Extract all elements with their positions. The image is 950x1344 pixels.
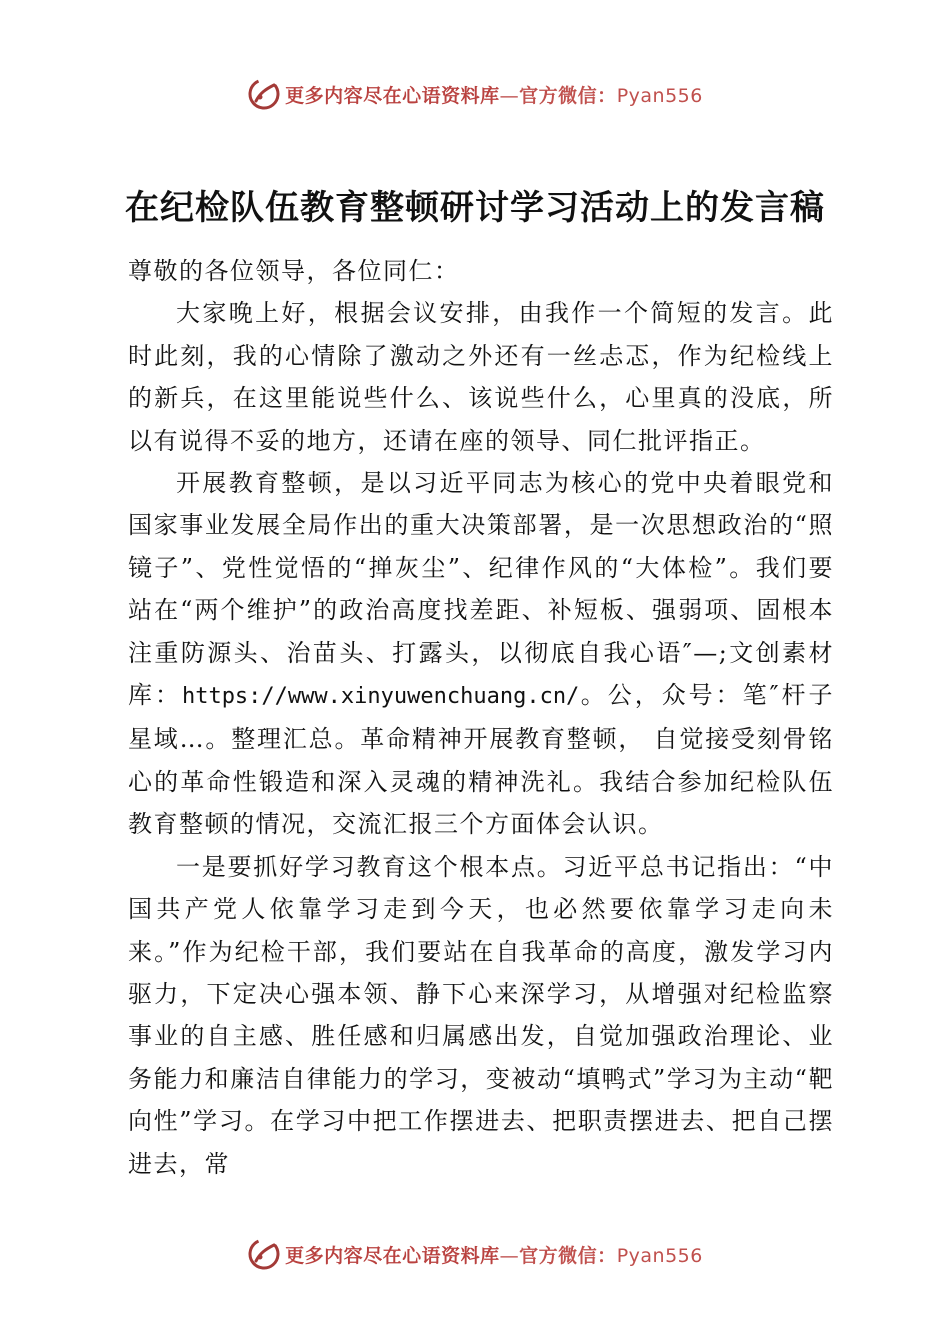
banner-site: 更多内容尽在心语资料库	[285, 1244, 500, 1267]
paragraph-1: 大家晚上好，根据会议安排，由我作一个简短的发言。此时此刻，我的心情除了激动之外还有一丝忐忑，作为纪检线上的新兵，在这里能说些什么、该说些什么，心里真的没底，所以有说得不妥的地方，还请在座的领导、同仁批评指正。	[128, 299, 834, 455]
banner-text	[285, 81, 703, 108]
banner-separator: —	[499, 1244, 520, 1267]
brush-circle-logo-icon	[247, 1237, 281, 1271]
banner-separator: —	[499, 84, 520, 107]
document-title: 在纪检队伍教育整顿研讨学习活动上的发言稿	[125, 188, 825, 228]
banner-account: Pyan556	[616, 84, 703, 107]
paragraph-2-part-1: 开展教育整顿，是以习近平同志为核心的党中央着眼党和国家事业发展全局作出的重大决策部署，是一次思想政治的“照镜子”、党性觉悟的“掸灰尘”、纪律作风的“大体检”。我们要站在“两个维护”的政治高度找差距、补短板、强弱项、固根本注重防源头、治苗头、打露头，以彻底自我心语″—;文创素材库：	[128, 469, 834, 710]
paragraph-2-part-2: 。公，众号：笔″杆子星域…。整理汇总。革命精神开展教育整顿， 自觉接受刻骨铭心的革命性锻造和深入灵魂的精神洗礼。我结合参加纪检队伍教育整顿的情况，交流汇报三个方面体会认识。	[128, 681, 835, 839]
document-body	[128, 250, 834, 1185]
salutation: 尊敬的各位领导，各位同仁：	[128, 257, 460, 285]
footer-banner	[0, 1234, 950, 1274]
banner-wechat-label: 官方微信：	[519, 1244, 617, 1267]
paragraph-3: 一是要抓好学习教育这个根本点。习近平总书记指出：“中国共产党人依靠学习走到今天，也必然要依靠学习走向未来。”作为纪检干部，我们要站在自我革命的高度，激发学习内驱力，下定决心强本领、静下心来深学习，从增强对纪检监察事业的自主感、胜任感和归属感出发，自觉加强政治理论、业务能力和廉洁自律能力的学习，变被动“填鸭式”学习为主动“靶向性”学习。在学习中把工作摆进去、把职责摆进去、把自己摆进去，常	[128, 852, 834, 1178]
brush-circle-logo-icon	[247, 77, 281, 111]
banner-site: 更多内容尽在心语资料库	[285, 84, 500, 107]
header-banner	[0, 74, 950, 114]
banner-account: Pyan556	[616, 1244, 703, 1267]
banner-wechat-label: 官方微信：	[519, 84, 617, 107]
source-url: https://www.xinyuwenchuang.cn/	[181, 684, 580, 710]
banner-text	[285, 1241, 703, 1268]
paragraph-2	[128, 462, 834, 846]
